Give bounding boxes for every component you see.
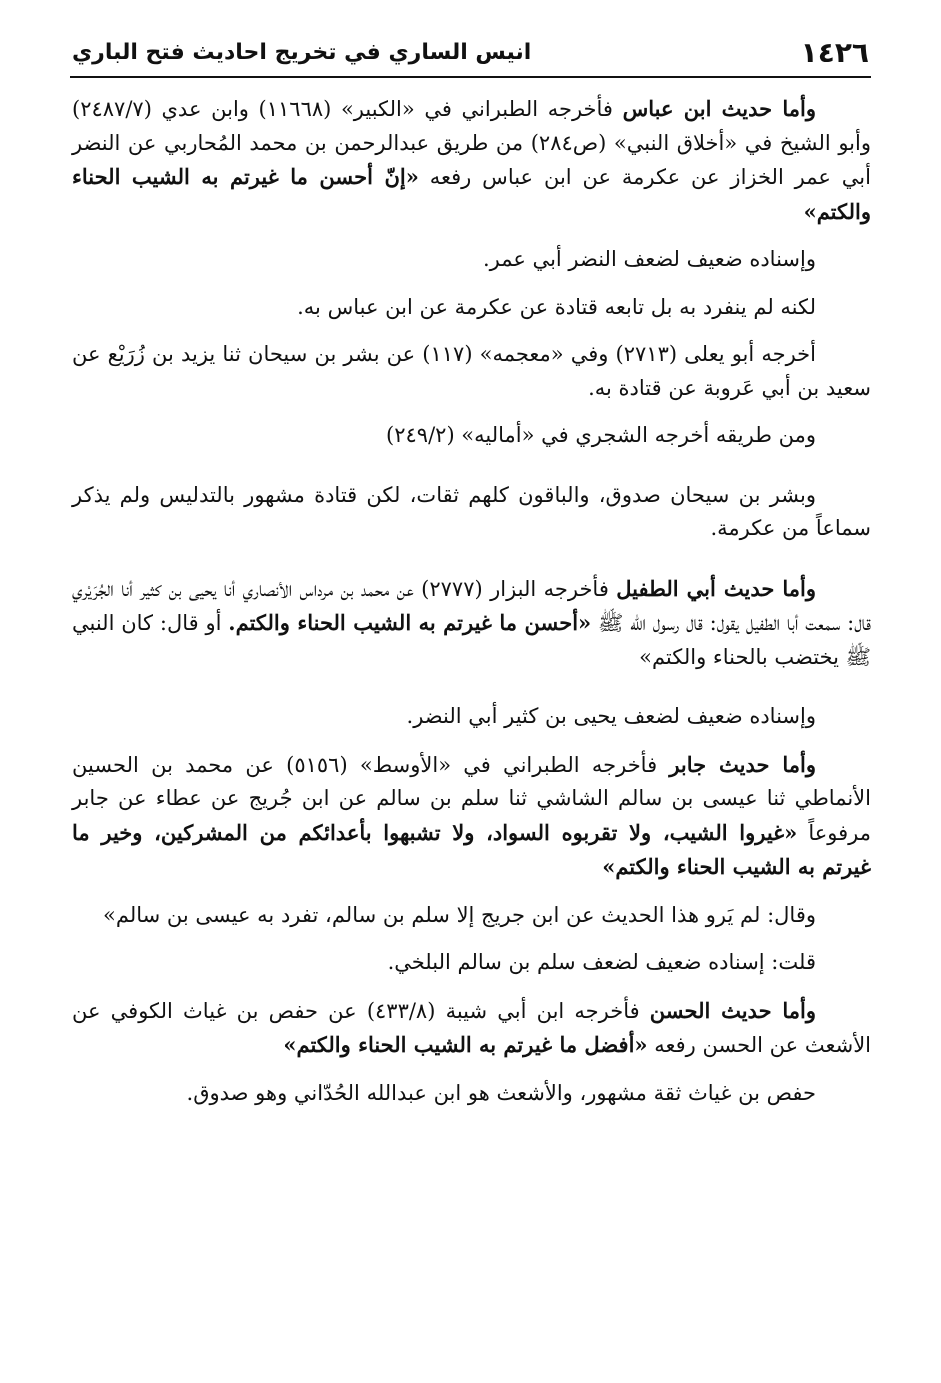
running-title: انيس الساري في تخريج احاديث فتح الباري (72, 39, 532, 65)
paragraph-hasan-hadith (72, 994, 871, 1063)
paragraph-abu-tufayl-hadith (72, 572, 871, 675)
paragraph-isnad-weak-nadr: وإسناده ضعيف لضعف النضر أبي عمر. (482, 247, 816, 271)
page-number: ١٤٢٦ (800, 35, 869, 69)
page-header (70, 28, 871, 78)
hadith-quote: «إنّ أحسن ما غيرتم به الشيب الحناء والكتم» (72, 164, 871, 224)
paragraph-hafs-ashath: حفص بن غياث ثقة مشهور، والأشعث هو ابن عبدالله الحُدّاني وهو صدوق. (186, 1080, 816, 1105)
paragraph-ibn-abbas-hadith (72, 92, 871, 229)
paragraph-qatada-follow-up: لكنه لم ينفرد به بل تابعه قتادة عن عكرمة عن ابن عباس به. (297, 294, 816, 319)
page-body (72, 92, 871, 1110)
section-lead: وأما حديث جابر (669, 751, 816, 777)
paragraph-isnad-weak-salm: قلت: إسناده ضعيف لضعف سلم بن سالم البلخي. (387, 950, 816, 974)
paragraph-text: فأخرجه البزار (٢٧٧٧) عن محمد بن مرداس الأنصاري أنا يحيى بن كثير أنا الجُرَيْري قال: سمعت أبا الطفيل يقول: قال رسول الله ﷺ (72, 576, 871, 635)
hadith-quote: «أفضل ما غيرتم به الشيب الحناء والكتم» (283, 1032, 648, 1057)
section-lead: وأما حديث أبي الطفيل (616, 575, 816, 601)
section-lead: وأما حديث ابن عباس (622, 96, 816, 121)
paragraph-text: فأخرجه الطبراني في «الكبير» (١١٦٦٨) وابن عدي (٢٤٨٧/٧) وأبو الشيخ في «أخلاق النبي» (ص٢٨٤) من طريق عبدالرحمن بن محمد المُحاربي عن النضر أبي عمر الخزاز عن عكرمة عن ابن عباس رفعه (72, 97, 871, 189)
paragraph-text: أو قال: كان النبي ﷺ يختضب بالحناء والكتم» (72, 611, 871, 669)
paragraph-jabir-hadith (72, 748, 871, 885)
hadith-quote: «غيروا الشيب، ولا تقربوه السواد، ولا تشبهوا بأعدائكم من المشركين، وخير ما غيرتم به الشيب الحناء والكتم» (72, 819, 871, 879)
paragraph-bishr-ibn-sayhan: وبشر بن سيحان صدوق، والباقون كلهم ثقات، لكن قتادة مشهور بالتدليس ولم يذكر سماعاً من عكرمة. (72, 482, 871, 540)
paragraph-tabarani-comment: وقال: لم يَرو هذا الحديث عن ابن جريج إلا سلم بن سالم، تفرد به عيسى بن سالم» (103, 902, 816, 927)
paragraph-text: فأخرجه الطبراني في «الأوسط» (٥١٥٦) عن محمد بن الحسين الأنماطي ثنا عيسى بن سالم الشاشي ثنا سلم بن سالم عن ابن جُريج عن عطاء عن جابر مرفوعاً (72, 752, 872, 845)
hadith-quote: «أحسن ما غيرتم به الشيب الحناء والكتم. (228, 610, 592, 635)
paragraph-isnad-weak-yahya: وإسناده ضعيف لضعف يحيى بن كثير أبي النضر. (406, 704, 816, 728)
paragraph-text: فأخرجه ابن أبي شيبة (٤٣٣/٨) عن حفص بن غياث الكوفي عن الأشعث عن الحسن رفعه (72, 998, 871, 1057)
section-lead: وأما حديث الحسن (649, 997, 816, 1023)
paragraph-abu-yala: أخرجه أبو يعلى (٢٧١٣) وفي «معجمه» (١١٧) عن بشر بن سيحان ثنا يزيد بن زُرَيْع عن سعيد بن أبي عَروبة عن قتادة به. (72, 342, 871, 400)
paragraph-shajari: ومن طريقه أخرجه الشجري في «أماليه» (٢٤٩/٢) (386, 423, 816, 447)
